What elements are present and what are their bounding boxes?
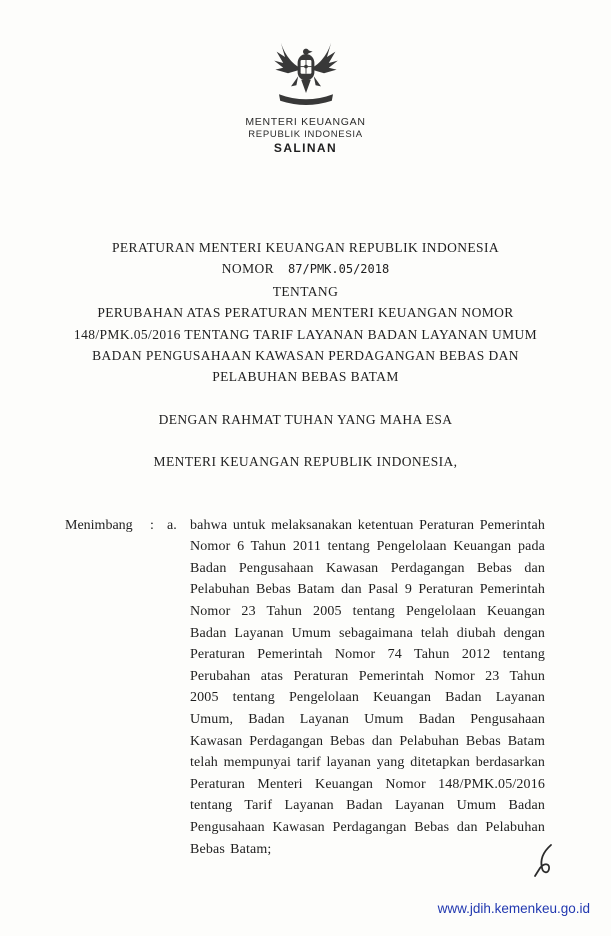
subject-line-4: PELABUHAN BEBAS BATAM: [212, 369, 399, 385]
subject-line-3: BADAN PENGUSAHAAN KAWASAN PERDAGANGAN BEBAS DAN: [92, 348, 519, 364]
ministry-name: MENTERI KEUANGAN: [245, 116, 366, 128]
tentang-label: TENTANG: [272, 283, 339, 299]
subject-line-2: 148/PMK.05/2016 TENTANG TARIF LAYANAN BADAN LAYANAN UMUM: [73, 326, 538, 342]
invocation-line: DENGAN RAHMAT TUHAN YANG MAHA ESA: [158, 411, 453, 427]
title-line-regulation: PERATURAN MENTERI KEUANGAN REPUBLIK INDONESIA: [112, 240, 499, 255]
nomor-value: 87/PMK.05/2018: [288, 262, 390, 277]
considerations-section: [65, 515, 545, 861]
salinan-stamp: SALINAN: [273, 141, 338, 155]
nomor-label: NOMOR: [221, 261, 275, 277]
subject-line-1: PERUBAHAN ATAS PERATURAN MENTERI KEUANGAN NOMOR: [97, 305, 514, 321]
authority-line: MENTERI KEUANGAN REPUBLIK INDONESIA,: [153, 454, 458, 470]
item-marker-a: a.: [167, 517, 177, 533]
republic-name: REPUBLIK INDONESIA: [248, 129, 363, 140]
letterhead: [0, 0, 611, 155]
nomor-line: [0, 258, 611, 280]
garuda-emblem-icon: [0, 34, 611, 112]
paraf-mark-icon: [532, 843, 558, 884]
colon-separator: :: [150, 517, 154, 533]
consideration-row-a: [65, 515, 545, 861]
menimbang-label: Menimbang: [65, 517, 133, 533]
footer-url: www.jdih.kemenkeu.go.id: [437, 901, 590, 916]
consideration-text-a: bahwa untuk melaksanakan ketentuan Peraturan Pemerintah Nomor 6 Tahun 2011 tentang Pengelolaan Keuangan pada Badan Pengusahaan Kawasan Perdagangan Bebas dan Pelabuhan Bebas Batam dan Pasal 9 Peraturan Pemerintah Nomor 23 Tahun 2005 tentang Pengelolaan Keuangan Badan Layanan Umum sebagaimana telah diubah dengan Peraturan Pemerintah Nomor 74 Tahun 2012 tentang Perubahan atas Peraturan Pemerintah Nomor 23 Tahun 2005 tentang Pengelolaan Keuangan Badan Layanan Umum, Badan Layanan Umum Badan Pengusahaan Kawasan Perdagangan Bebas dan Pelabuhan Bebas Batam telah mempunyai tarif layanan yang ditetapkan berdasarkan Peraturan Menteri Keuangan Nomor 148/PMK.05/2016 tentang Tarif Layanan Badan Layanan Umum Badan Pengusahaan Kawasan Perdagangan Bebas dan Pelabuhan Bebas Batam;: [190, 517, 545, 857]
title-block: [0, 237, 611, 473]
